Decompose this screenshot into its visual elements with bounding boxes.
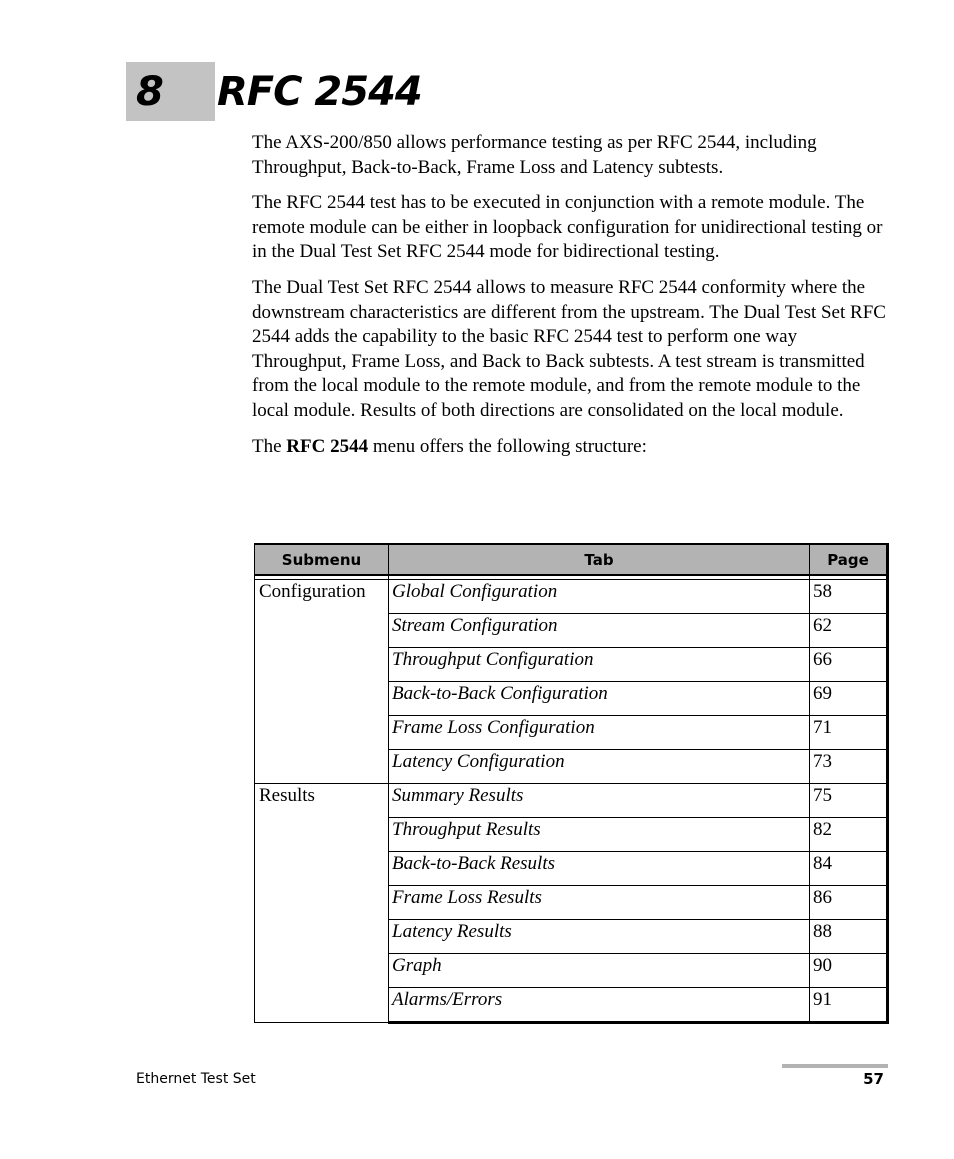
page-cell: 75: [810, 784, 888, 818]
page-cell: 73: [810, 750, 888, 784]
footer-rule: [782, 1064, 888, 1068]
paragraph: The Dual Test Set RFC 2544 allows to measure RFC 2544 conformity where the downstream characteristics are different from the upstream. The Dual Test Set RFC 2544 adds the capability to the basic RFC 2544 test to perform one way Throughput, Frame Loss, and Back to Back subtests. A test stream is transmitted from the local module to the remote module, and from the remote module to the local module. Results of both directions are consolidated on the local module.: [252, 276, 886, 421]
header-submenu: Submenu: [255, 544, 389, 575]
paragraph: The RFC 2544 test has to be executed in conjunction with a remote module. The remote module can be either in loopback configuration for unidirectional testing or in the Dual Test Set RFC 2544 mode for bidirectional testing.: [252, 192, 883, 263]
chapter-body: [252, 131, 892, 470]
submenu-cell: Configuration: [255, 580, 389, 784]
page-cell: 69: [810, 682, 888, 716]
page-number: 57: [863, 1070, 884, 1088]
page-cell: 58: [810, 580, 888, 614]
page-cell: 86: [810, 886, 888, 920]
intro-prefix: The: [252, 435, 287, 457]
page-cell: 91: [810, 988, 888, 1023]
tab-cell: Latency Results: [389, 920, 810, 954]
tab-cell: Latency Configuration: [389, 750, 810, 784]
table-header-row: [255, 544, 888, 575]
tab-cell: Graph: [389, 954, 810, 988]
tab-cell: Frame Loss Results: [389, 886, 810, 920]
page-cell: 66: [810, 648, 888, 682]
table-row: [255, 580, 888, 614]
page-cell: 90: [810, 954, 888, 988]
page-cell: 71: [810, 716, 888, 750]
intro-bold: RFC 2544: [286, 435, 369, 457]
table-body: [255, 575, 888, 1023]
tab-cell: Summary Results: [389, 784, 810, 818]
page-cell: 82: [810, 818, 888, 852]
tab-cell: Back-to-Back Results: [389, 852, 810, 886]
intro-suffix: menu offers the following structure:: [368, 435, 647, 457]
tab-cell: Back-to-Back Configuration: [389, 682, 810, 716]
paragraph: The AXS-200/850 allows performance testing as per RFC 2544, including Throughput, Back-to-Back, Frame Loss and Latency subtests.: [252, 132, 817, 178]
header-page: Page: [810, 544, 888, 575]
tab-cell: Alarms/Errors: [389, 988, 810, 1023]
table-row: [255, 784, 888, 818]
tab-cell: Frame Loss Configuration: [389, 716, 810, 750]
header-tab: Tab: [389, 544, 810, 575]
page-cell: 88: [810, 920, 888, 954]
chapter-title: RFC 2544: [217, 69, 422, 115]
tab-cell: Throughput Configuration: [389, 648, 810, 682]
chapter-number: 8: [136, 69, 164, 115]
intro-paragraph: [252, 435, 892, 460]
page-cell: 84: [810, 852, 888, 886]
tab-cell: Throughput Results: [389, 818, 810, 852]
submenu-cell: Results: [255, 784, 389, 1023]
tab-cell: Global Configuration: [389, 580, 810, 614]
tab-cell: Stream Configuration: [389, 614, 810, 648]
menu-structure-table: [254, 543, 889, 1024]
footer-title: Ethernet Test Set: [136, 1071, 256, 1087]
page-cell: 62: [810, 614, 888, 648]
